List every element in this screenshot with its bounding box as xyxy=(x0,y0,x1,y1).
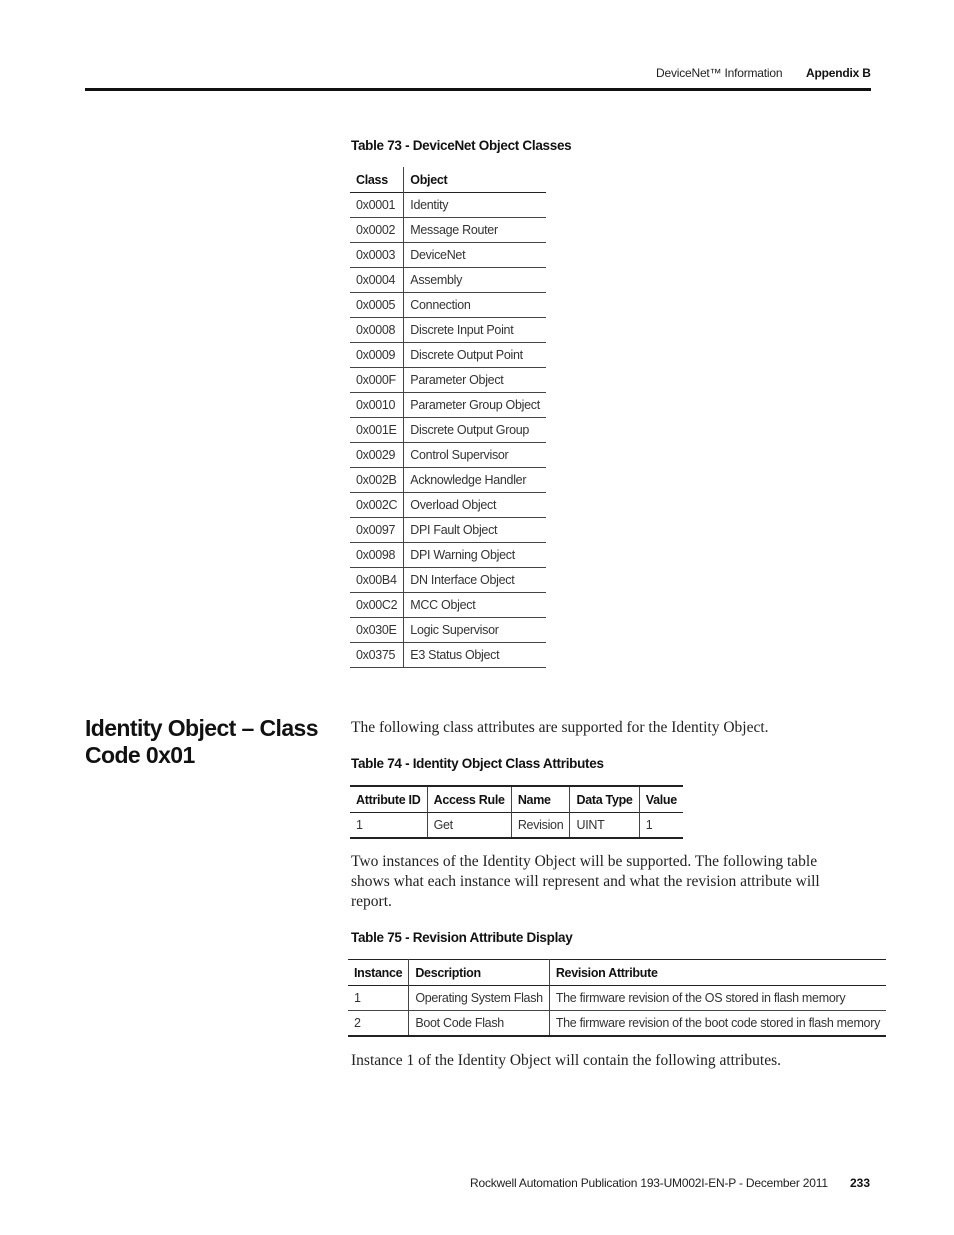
table-row xyxy=(350,493,546,518)
table-row xyxy=(350,193,546,218)
table73-body xyxy=(350,193,546,668)
table-cell: The firmware revision of the boot code stored in flash memory xyxy=(549,1011,886,1037)
table-row xyxy=(350,443,546,468)
table-cell: Identity xyxy=(404,193,546,218)
table-cell: Acknowledge Handler xyxy=(404,468,546,493)
page-number: 233 xyxy=(850,1176,871,1190)
table-cell: The firmware revision of the OS stored in flash memory xyxy=(549,986,886,1011)
table-cell: Revision xyxy=(511,813,570,839)
table-cell: Discrete Input Point xyxy=(404,318,546,343)
table-row xyxy=(350,368,546,393)
table-header-row xyxy=(350,167,546,193)
table-row xyxy=(350,543,546,568)
table-cell: Boot Code Flash xyxy=(409,1011,549,1037)
table-row xyxy=(350,643,546,668)
table-cell: 0x0097 xyxy=(356,523,396,537)
table-cell: MCC Object xyxy=(404,593,546,618)
column-header: Data Type xyxy=(570,786,639,813)
table-cell: 0x0375 xyxy=(356,648,396,662)
table-cell: 0x0001 xyxy=(356,198,396,212)
table-cell: Discrete Output Point xyxy=(404,343,546,368)
intro-paragraph: The following class attributes are supported for the Identity Object. xyxy=(351,719,769,736)
footer-publication: Rockwell Automation Publication 193-UM002I-EN-P - December 2011 xyxy=(470,1176,828,1190)
section-heading: Identity Object – Class Code 0x01 xyxy=(85,715,318,768)
table-row xyxy=(350,343,546,368)
column-header: Access Rule xyxy=(427,786,511,813)
table-row xyxy=(350,418,546,443)
table-cell: Logic Supervisor xyxy=(404,618,546,643)
table-row xyxy=(350,243,546,268)
header-rule xyxy=(85,88,871,91)
table-cell: 0x030E xyxy=(356,623,397,637)
table-cell: Parameter Group Object xyxy=(404,393,546,418)
table-cell: 0x0098 xyxy=(356,548,396,562)
instances-paragraph: Two instances of the Identity Object will be supported. The following table shows what each instance will represent and what the revision attribute will report. xyxy=(351,853,820,910)
table73 xyxy=(350,167,546,668)
table75-body xyxy=(348,986,886,1037)
running-header-section: DeviceNet™ Information xyxy=(656,66,783,80)
column-header: Object xyxy=(404,167,546,193)
table-header-row xyxy=(350,786,683,813)
table-cell: Parameter Object xyxy=(404,368,546,393)
table-row xyxy=(350,518,546,543)
table-cell: DeviceNet xyxy=(404,243,546,268)
column-header: Description xyxy=(409,960,549,986)
table-cell: 0x0029 xyxy=(356,448,396,462)
column-header: Class xyxy=(356,172,388,187)
column-header: Attribute ID xyxy=(356,792,421,807)
table73-caption: Table 73 - DeviceNet Object Classes xyxy=(351,138,572,153)
table-cell: 0x0010 xyxy=(356,398,396,412)
column-header: Revision Attribute xyxy=(549,960,886,986)
table-cell: 0x0009 xyxy=(356,348,396,362)
table-cell: 0x00C2 xyxy=(356,598,398,612)
table-row xyxy=(348,1011,886,1037)
table75 xyxy=(348,959,886,1037)
column-header: Instance xyxy=(354,965,403,980)
table-cell: 0x0003 xyxy=(356,248,396,262)
table74-body xyxy=(350,813,683,839)
table-cell: DN Interface Object xyxy=(404,568,546,593)
table-cell: 1 xyxy=(356,818,363,832)
table-row xyxy=(350,813,683,839)
table-cell: 0x002C xyxy=(356,498,398,512)
table-cell: Control Supervisor xyxy=(404,443,546,468)
table-row xyxy=(350,268,546,293)
table-cell: Discrete Output Group xyxy=(404,418,546,443)
table-cell: Get xyxy=(427,813,511,839)
table-cell: Assembly xyxy=(404,268,546,293)
table-cell: Overload Object xyxy=(404,493,546,518)
table-cell: 0x0008 xyxy=(356,323,396,337)
column-header: Name xyxy=(511,786,570,813)
table-cell: 2 xyxy=(354,1016,361,1030)
table-row xyxy=(350,593,546,618)
table-cell: Operating System Flash xyxy=(409,986,549,1011)
table-cell: 1 xyxy=(639,813,683,839)
table-row xyxy=(350,318,546,343)
table-row xyxy=(350,293,546,318)
table-row xyxy=(348,986,886,1011)
table-cell: 0x0002 xyxy=(356,223,396,237)
table-cell: Connection xyxy=(404,293,546,318)
table-row xyxy=(350,218,546,243)
table-row xyxy=(350,568,546,593)
table-cell: 0x0005 xyxy=(356,298,396,312)
table-row xyxy=(350,618,546,643)
table-cell: E3 Status Object xyxy=(404,643,546,668)
table-cell: 0x00B4 xyxy=(356,573,397,587)
table74 xyxy=(350,785,683,839)
table-cell: 1 xyxy=(354,991,361,1005)
table74-caption: Table 74 - Identity Object Class Attributes xyxy=(351,756,604,771)
table-row xyxy=(350,393,546,418)
table-cell: 0x0004 xyxy=(356,273,396,287)
running-header-appendix: Appendix B xyxy=(806,66,871,80)
table-cell: UINT xyxy=(570,813,639,839)
table75-caption: Table 75 - Revision Attribute Display xyxy=(351,930,573,945)
table-cell: 0x002B xyxy=(356,473,397,487)
table-cell: 0x000F xyxy=(356,373,396,387)
table-cell: 0x001E xyxy=(356,423,397,437)
table-cell: DPI Fault Object xyxy=(404,518,546,543)
table-cell: Message Router xyxy=(404,218,546,243)
table-cell: DPI Warning Object xyxy=(404,543,546,568)
column-header: Value xyxy=(639,786,683,813)
table-header-row xyxy=(348,960,886,986)
table-row xyxy=(350,468,546,493)
instance1-paragraph: Instance 1 of the Identity Object will contain the following attributes. xyxy=(351,1052,782,1069)
